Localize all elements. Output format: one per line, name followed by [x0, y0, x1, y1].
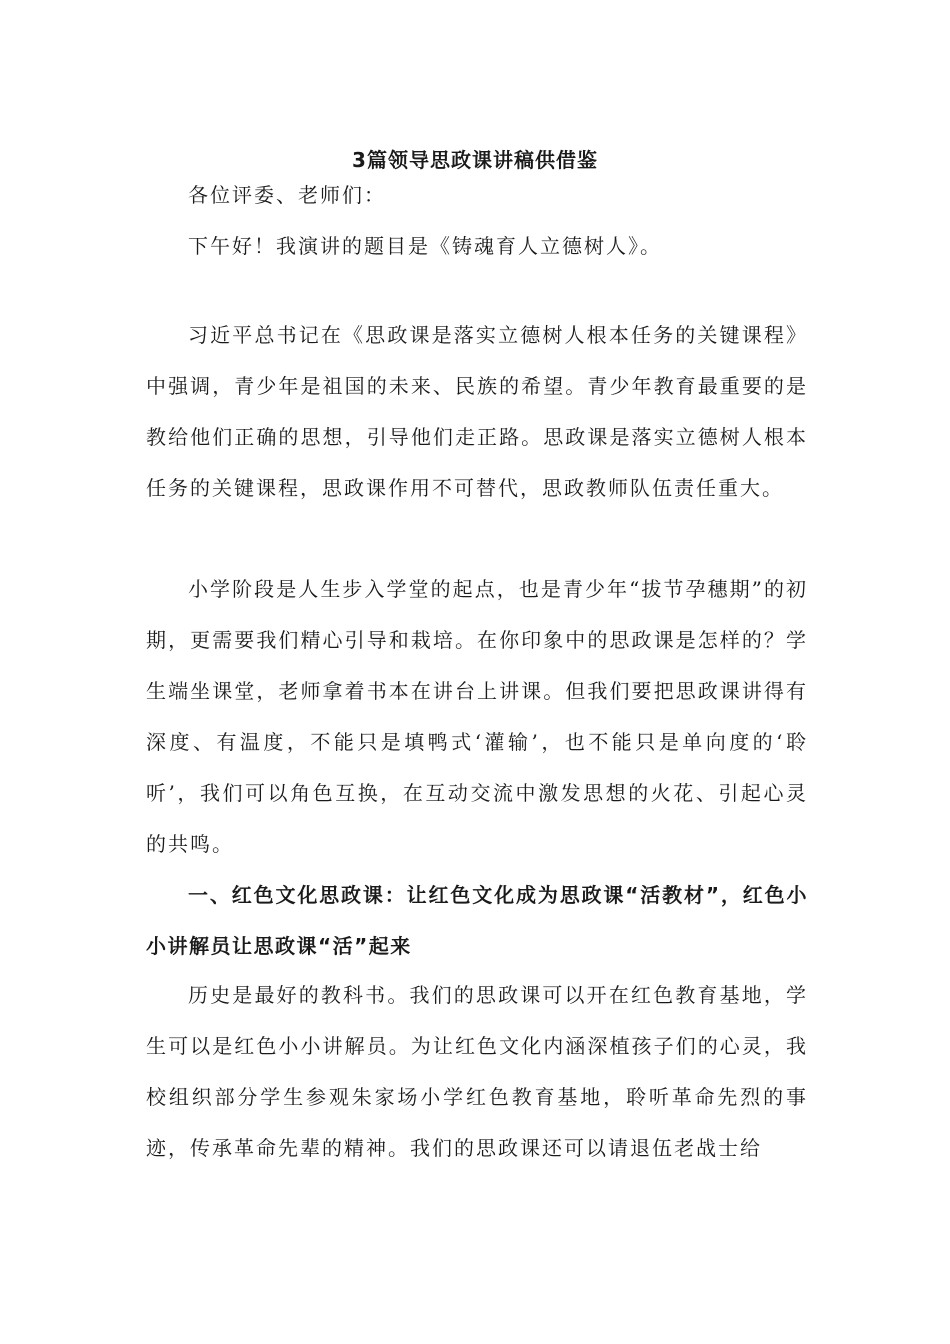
body-paragraph: 习近平总书记在《思政课是落实立德树人根本任务的关键课程》中强调，青少年是祖国的未来、民族的希望。青少年教育最重要的是教给他们正确的思想，引导他们走正路。思政课是落实立德树人根本任务的关键课程，思政课作用不可替代，思政教师队伍责任重大。	[146, 323, 808, 500]
intro-paragraph: 下午好！我演讲的题目是《铸魂育人立德树人》。	[188, 234, 662, 258]
section-heading: 一、红色文化思政课：让红色文化成为思政课“活教材”，红色小小讲解员让思政课“活”起来	[146, 883, 808, 958]
document-title: 3篇领导思政课讲稿供借鉴	[352, 148, 598, 172]
body-paragraph: 历史是最好的教科书。我们的思政课可以开在红色教育基地，学生可以是红色小小讲解员。为让红色文化内涵深植孩子们的心灵，我校组织部分学生参观朱家场小学红色教育基地，聆听革命先烈的事迹，传承革命先辈的精神。我们的思政课还可以请退伍老战士给	[146, 983, 808, 1160]
greeting-paragraph: 各位评委、老师们：	[188, 183, 386, 207]
body-paragraph: 小学阶段是人生步入学堂的起点，也是青少年“拔节孕穗期”的初期，更需要我们精心引导和栽培。在你印象中的思政课是怎样的？学生端坐课堂，老师拿着书本在讲台上讲课。但我们要把思政课讲得有深度、有温度，不能只是填鸭式‘灌输’，也不能只是单向度的‘聆听’，我们可以角色互换，在互动交流中激发思想的火花、引起心灵的共鸣。	[146, 577, 808, 856]
